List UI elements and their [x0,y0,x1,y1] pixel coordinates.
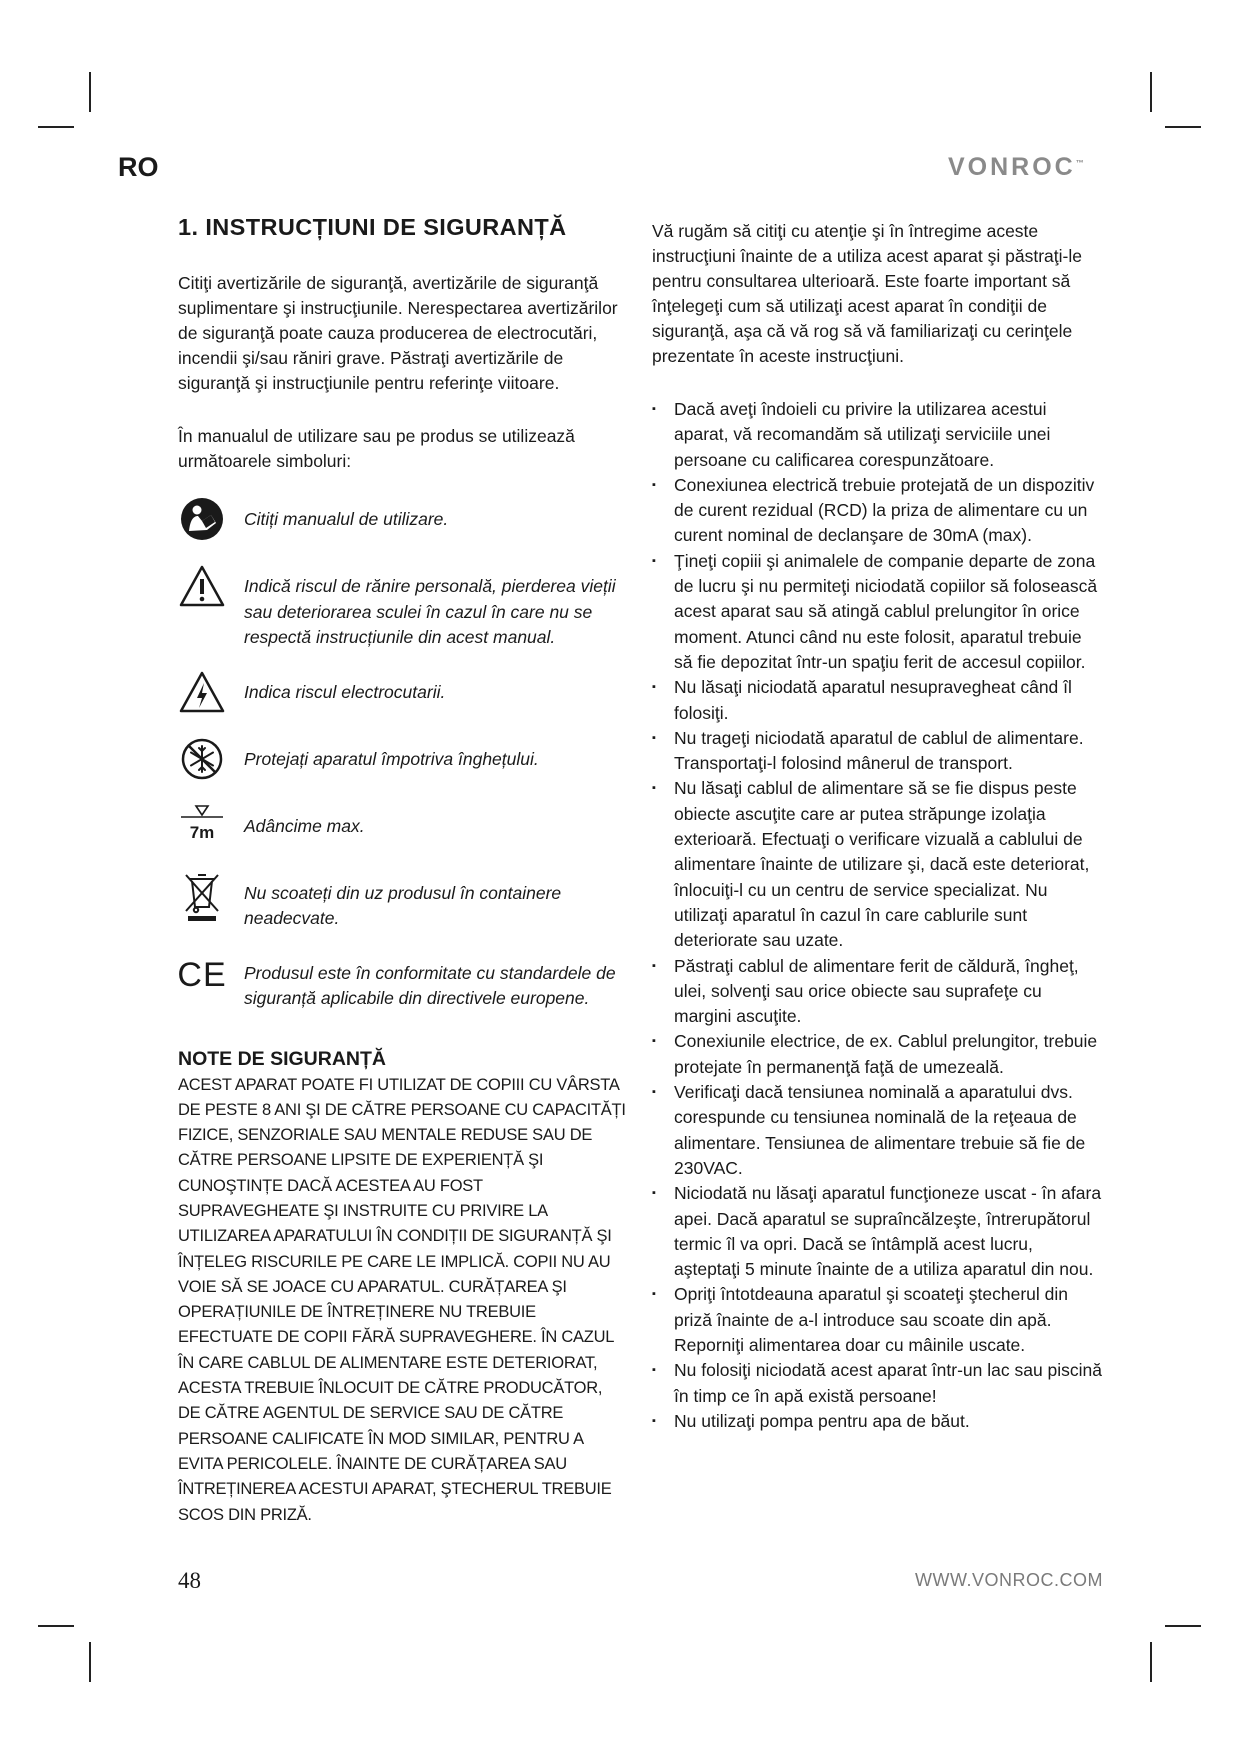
left-column [178,214,626,1528]
symbols-list [178,497,626,1012]
crop-mark [89,1642,91,1682]
list-item: ▪ Dacă aveţi îndoieli cu privire la utilizarea acestui aparat, vă recomandăm să utilizaţi serviciile unei persoane cu calificarea corespunzătoare. [652,397,1102,473]
symbol-row [178,564,626,651]
crossed-bin-icon [178,871,226,919]
page-number: 48 [178,1568,201,1593]
symbol-description: Indică riscul de rănire personală, pierderea vieții sau deteriorarea sculei în cazul în care nu se respectă instrucțiunile din acest manual. [244,576,616,647]
list-item: ▪ Nu lăsaţi cablul de alimentare să se fie dispus peste obiecte ascuţite care ar putea străpunge izolaţia exterioară. Efectuaţi o verificare vizuală a cablului de alimentare înainte de utilizare şi, dacă este deteriorat, înlocuiţi-l cu un centru de service specializat. Nu utilizaţi aparatul în cazul în care cablurile sunt deteriorate sau uzate. [652,776,1102,953]
symbol-row [178,804,626,852]
notes-heading: NOTE DE SIGURANȚĂ [178,1047,387,1070]
language-code: RO [118,152,159,182]
symbol-description: Adâncime max. [244,815,365,836]
list-item: ▪ Conexiunea electrică trebuie protejată de un dispozitiv de curent rezidual (RCD) la priza de alimentare cu un curent nominal de declanşare de 30mA (max). [652,473,1102,549]
crop-mark [38,126,74,128]
list-item: ▪ Nu folosiţi niciodată acest aparat într-un lac sau piscină în timp ce în apă există persoane! [652,1358,1102,1409]
safety-bullet-list [652,397,1102,1434]
list-item: ▪ Nu lăsaţi niciodată aparatul nesupravegheat când îl folosiţi. [652,675,1102,726]
right-column [652,219,1102,1434]
crop-mark [89,72,91,112]
symbol-row [178,737,626,785]
notes-text: ACEST APARAT POATE FI UTILIZAT DE COPIII CU VÂRSTA DE PESTE 8 ANI ŞI DE CĂTRE PERSOANE CU CAPACITĂȚI FIZICE, SENZORIALE SAU MENTALE REDUSE SAU DE CĂTRE PERSOANE LIPSITE DE EXPERIENȚĂ ŞI CUNOŞTINȚE DACĂ ACESTEA AU FOST SUPRAVEGHEATE ŞI INSTRUITE CU PRIVIRE LA UTILIZAREA APARATULUI ÎN CONDIȚII DE SIGURANȚĂ ŞI ÎNȚELEG RISCURILE PE CARE LE IMPLICĂ. COPII NU AU VOIE SĂ SE JOACE CU APARATUL. CURĂȚAREA ŞI OPERAȚIUNILE DE ÎNTREȚINERE NU TREBUIE EFECTUATE DE COPII FĂRĂ SUPRAVEGHERE. ÎN CAZUL ÎN CARE CABLUL DE ALIMENTARE ESTE DETERIORAT, ACESTA TREBUIE ÎNLOCUIT DE CĂTRE PRODUCĂTOR, DE CĂTRE AGENTUL DE SERVICE SAU DE CĂTRE PERSOANE CALIFICATE ÎN MOD SIMILAR, PENTRU A EVITA PERICOLELE. ÎNAINTE DE CURĂȚAREA SAU ÎNTREȚINEREA ACESTUI APARAT, ŞTECHERUL TREBUIE SCOS DIN PRIZĂ. [178,1075,626,1524]
brand-name: VONROC [948,153,1076,181]
crop-mark [1165,1625,1201,1627]
crop-mark [1150,72,1152,112]
brand-logo [948,153,1084,182]
crop-mark [1165,126,1201,128]
list-item: ▪ Opriţi întotdeauna aparatul şi scoateţi ştecherul din priză înainte de a-l introduce sau scoate din apă. Reporniţi alimentarea doar cu mâinile uscate. [652,1282,1102,1358]
list-item: ▪ Ţineţi copiii şi animalele de companie departe de zona de lucru şi nu permiteţi niciodată copiilor să folosească acest aparat sau să atingă cablul prelungitor în orice moment. Atunci când nu este folosit, aparatul trebuie să fie depozitat într-un spaţiu ferit de accesul copiilor. [652,549,1102,675]
symbol-row [178,670,626,718]
symbol-row [178,497,626,545]
read-manual-icon [178,497,226,545]
list-item: ▪ Nu trageţi niciodată aparatul de cablul de alimentare. Transportaţi-l folosind mânerul de transport. [652,726,1102,777]
crop-mark [1150,1642,1152,1682]
symbol-description: Indica riscul electrocutarii. [244,681,446,702]
list-item: ▪ Nu utilizaţi pompa pentru apa de băut. [652,1409,1102,1434]
intro-paragraph: Citiţi avertizările de siguranţă, avertizările de siguranţă suplimentare şi instrucţiunile. Nerespectarea avertizărilor de siguranţă poate cauza producerea de electrocutări, incendii şi/sau răniri grave. Păstraţi avertizările de siguranţă şi instrucţiunile pentru referinţe viitoare. [178,273,618,393]
symbol-description: Citiți manualul de utilizare. [244,509,449,529]
ce-mark-icon [178,951,226,999]
website-url: WWW.VONROC.COM [915,1570,1103,1590]
list-item: ▪ Conexiunile electrice, de ex. Cablul prelungitor, trebuie protejate în permanenţă faţă de umezeală. [652,1029,1102,1080]
trademark-mark: ™ [1075,158,1084,168]
warning-triangle-icon [178,564,226,612]
symbol-row [178,871,626,932]
ce-mark: CE [177,955,227,994]
right-intro: Vă rugăm să citiţi cu atenţie şi în întregime aceste instrucţiuni înainte de a utiliza acest aparat şi păstraţi-le pentru consultarea ulterioară. Este foarte important să înţelegeţi cum să utilizaţi acest aparat în condiţii de siguranţă, aşa că vă rog să vă familiarizaţi cu cerinţele prezentate în aceste instrucţiuni. [652,221,1082,366]
symbol-description: Produsul este în conformitate cu standardele de siguranță aplicabile din directivele europene. [244,962,616,1008]
depth-label: 7m [189,822,215,842]
symbol-description: Nu scoateți din uz produsul în containere neadecvate. [244,882,562,928]
depth-graphic [179,804,225,841]
list-item: ▪ Verificaţi dacă tensiunea nominală a aparatului dvs. corespunde cu tensiunea nominală de la reţeaua de alimentare. Tensiunea de alimentare trebuie să fie de 230VAC. [652,1080,1102,1181]
symbols-intro: În manualul de utilizare sau pe produs se utilizează următoarele simboluri: [178,426,575,471]
section-title: 1. INSTRUCȚIUNI DE SIGURANȚĂ [178,214,567,240]
list-item: ▪ Niciodată nu lăsaţi aparatul funcţioneze uscat - în afara apei. Dacă aparatul se supraîncălzeşte, întrerupătorul termic îl va opri. Dacă se întâmplă acest lucru, aşteptaţi 5 minute înainte de a utiliza aparatul din nou. [652,1181,1102,1282]
frost-protection-icon [178,737,226,785]
symbol-row [178,951,626,1012]
symbol-description: Protejați aparatul împotriva înghețului. [244,748,539,769]
list-item: ▪ Păstraţi cablul de alimentare ferit de căldură, îngheţ, ulei, solvenţi sau orice obiecte sau suprafeţe cu margini ascuţite. [652,954,1102,1030]
max-depth-icon [178,804,226,852]
crop-mark [38,1625,74,1627]
electric-shock-icon [178,670,226,718]
